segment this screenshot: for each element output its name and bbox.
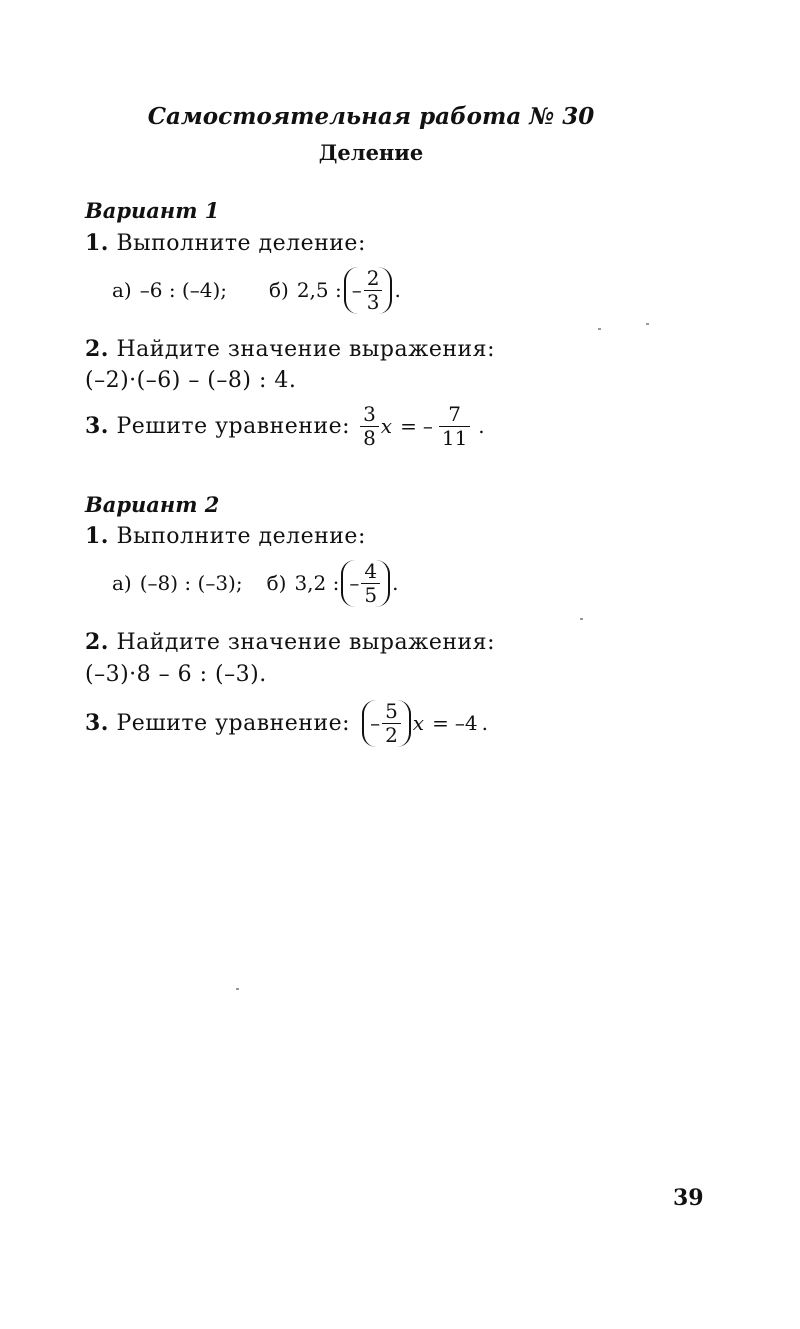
- v1-task3-text: Решите уравнение:: [116, 414, 351, 439]
- v2-task1-b-prefix: 3,2 :: [294, 571, 340, 595]
- v2-task2-text: Найдите значение выражения:: [116, 630, 495, 655]
- v2-task1-b-end: .: [392, 571, 399, 595]
- v1-task1-b-label: б): [268, 278, 289, 302]
- v1-task3-rhs-fraction: [439, 403, 470, 450]
- v1-task3-lhs-fraction: [360, 403, 379, 450]
- v1-task3: [85, 396, 485, 456]
- v1-task1-b-paren: [344, 267, 393, 314]
- v2-task3-sign: –: [370, 711, 381, 735]
- v2-task3-coef-paren: [362, 700, 411, 747]
- v2-task1-b-label: б): [266, 571, 287, 595]
- v2-task2: [85, 629, 495, 655]
- v1-task3-end: .: [478, 414, 485, 438]
- v2-task1-b-paren: [341, 560, 390, 607]
- v2-task1-number: 1.: [85, 523, 109, 549]
- v1-task1-number: 1.: [85, 230, 109, 256]
- v2-task3-variable: x: [412, 711, 425, 735]
- v2-task3-equals: =: [432, 711, 449, 735]
- v1-task3-number: 3.: [85, 413, 109, 439]
- page-subtitle: Деление: [318, 140, 424, 165]
- v1-task1-b-denominator: 3: [364, 290, 383, 314]
- v2-task3-text: Решите уравнение:: [116, 711, 351, 736]
- v1-task3-rhs-denominator: 11: [439, 426, 470, 450]
- variant-2-heading: Вариант 2: [85, 492, 220, 517]
- v1-task1-b-end: .: [394, 278, 401, 302]
- v1-task1-text: Выполните деление:: [116, 231, 366, 256]
- v1-task3-label: [85, 413, 350, 439]
- v2-task1-b-sign: –: [349, 571, 360, 595]
- v2-task1-b-numerator: 4: [364, 558, 378, 583]
- v2-task3-coef-denominator: 2: [382, 723, 401, 747]
- page-number: 39: [673, 1185, 704, 1211]
- v2-task3-number: 3.: [85, 710, 109, 736]
- v1-task3-rhs-numerator: 7: [448, 401, 461, 426]
- v1-task2-expression: (–2)·(–6) – (–8) : 4.: [85, 368, 297, 393]
- v2-task1-a-label: а): [112, 571, 132, 595]
- v1-task3-variable: x: [380, 414, 393, 438]
- scan-speck: [236, 988, 239, 990]
- v2-task3: [85, 690, 488, 756]
- v2-task1-expressions: [112, 550, 398, 616]
- v1-task1-b-sign: –: [351, 278, 362, 302]
- v1-task3-lhs-denominator: 8: [360, 426, 379, 450]
- scan-speck: [646, 323, 649, 325]
- v2-task2-expression: (–3)·8 – 6 : (–3).: [85, 662, 267, 687]
- v2-task1: [85, 523, 366, 549]
- v2-task1-a-expr: (–8) : (–3);: [139, 571, 243, 595]
- v2-task3-label: [85, 710, 350, 736]
- v1-task1-b-numerator: 2: [366, 265, 380, 290]
- scan-speck: [598, 328, 601, 330]
- page-title: Самостоятельная работа № 30: [147, 103, 595, 130]
- v1-task2-number: 2.: [85, 336, 109, 362]
- v2-task3-rhs: –4: [454, 711, 478, 735]
- scan-speck: [580, 618, 583, 620]
- v1-task3-equals: =: [400, 414, 417, 438]
- v1-task3-sign: –: [422, 414, 433, 438]
- variant-1-heading: Вариант 1: [85, 198, 220, 223]
- v2-task3-end: .: [481, 711, 488, 735]
- v1-task3-lhs-numerator: 3: [363, 401, 376, 426]
- v1-task1-a-expr: –6 : (–4);: [139, 278, 227, 302]
- v1-task1-expressions: [112, 258, 401, 322]
- v2-task2-number: 2.: [85, 629, 109, 655]
- v1-task1: [85, 230, 366, 256]
- v2-task1-b-fraction: [361, 560, 380, 607]
- v1-task1-a-label: а): [112, 278, 132, 302]
- v1-task2: [85, 336, 495, 362]
- v2-task1-text: Выполните деление:: [116, 524, 366, 549]
- v1-task1-b-prefix: 2,5 :: [296, 278, 342, 302]
- v2-task3-coef-fraction: [382, 700, 401, 747]
- v1-task1-b-fraction: [364, 267, 383, 314]
- v1-task2-text: Найдите значение выражения:: [116, 337, 495, 362]
- v2-task1-b-denominator: 5: [361, 583, 380, 607]
- v2-task3-coef-numerator: 5: [385, 698, 398, 723]
